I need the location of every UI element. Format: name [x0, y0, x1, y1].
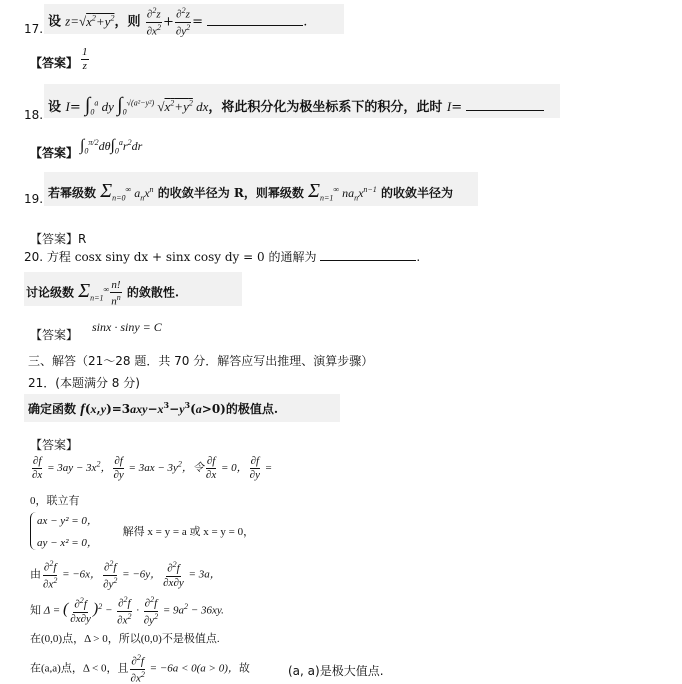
q18-answer-blank — [466, 110, 544, 111]
a19-value: R — [78, 232, 87, 246]
q17-number: 17. — [24, 22, 44, 36]
a19-label: 【答案】 — [30, 232, 79, 246]
section3-q21: 21．(本题满分 8 分) — [28, 376, 140, 390]
q21-task: 确定函数 $f(x,y)=3axy-x^3-y^3(a>0)$的极值点. — [28, 400, 279, 417]
a21-line7: 在(a,a)点，Δ < 0，且 $\frac{\partial^2f}{\partial x^2}$ = −6a < 0(a > 0)，故 — [30, 653, 250, 684]
a21-system-1: ax − y² = 0， — [37, 515, 98, 527]
q19-text3: 的收敛半径为 — [380, 186, 453, 200]
a20-label: 【答案】 — [30, 328, 79, 342]
a18-value: $\int_0^{\pi/2}d\theta\int_0^ar^2dr$ — [80, 137, 143, 156]
q20-line — [24, 248, 420, 265]
q17-then: ，则 — [114, 14, 141, 30]
series-question — [26, 280, 179, 308]
q17-answer-blank — [207, 25, 303, 26]
a21-line4: 由 $\frac{\partial^2f}{\partial x^2}$ = −6x， $\frac{\partial^2f}{\partial y^2}$ = −6y， $\frac{\partial^2f}{\partial x\partial y}$ = 3a， — [30, 559, 221, 591]
q18-number: 18. — [24, 108, 44, 122]
q20-answer-blank — [320, 260, 416, 261]
q19-series1: $\Sigma_{n=0}^\infty$ $a_nx^n$ — [100, 180, 154, 203]
q17-end: . — [303, 14, 308, 30]
q18-integral: $\int_0^a$ dy $\int_0^{√(a^2-y^2)}$ $√x^2+y^2$ dx — [84, 94, 209, 117]
q19-series2: $\Sigma_{n=1}^\infty$ $na_nx^{n-1}$ — [308, 180, 377, 203]
series-formula: $\Sigma_{n=1}^\infty$ $\frac{n!}{n^n}$ — [78, 279, 121, 308]
q20-end: . — [416, 250, 421, 264]
a21-solve: 解得 x = y = a 或 x = y = 0， — [122, 526, 255, 538]
a21-line2: 0，联立有 — [30, 495, 80, 507]
q17-frac-x: $\frac{\partial^2z}{\partial x^2}$ — [146, 6, 161, 38]
a21-system-2: ay − x² = 0， — [37, 537, 98, 549]
q19-text — [48, 181, 453, 202]
q19-text2: 的收敛半径为 R，则幂级数 — [157, 186, 304, 200]
a20-value: sinx · siny = C — [92, 320, 162, 334]
series-text2: 的敛散性. — [126, 285, 180, 300]
a21-line5: 知 Δ = ( $\frac{\partial^2f}{\partial x\partial y}$ )$^2$ − $\frac{\partial^2f}{\partial x^2}$ · $\frac{\partial^2f}{\partial y^2}$ = $9a^2 - 36xy$. — [30, 595, 224, 627]
q19-text1: 若幂级数 — [48, 186, 97, 200]
a21-line7-end: (a, a)是极大值点. — [288, 664, 384, 678]
a17-label: 【答案】 — [30, 56, 79, 70]
series-text1: 讨论级数 — [26, 285, 75, 300]
q18-text: 设 $I= \int_0^a$ dy $\int_0^{√(a^2-y^2)}$ $√x^2+y^2$ dx，将此积分化为极坐标系下的积分，此时 I= — [48, 95, 544, 117]
section3-title: 三、解答（21～28 题．共 70 分．解答应写出推理、演算步骤） — [28, 354, 374, 368]
q17-prefix: 设 — [48, 14, 62, 30]
a18-label: 【答案】 — [30, 146, 79, 160]
q20-number: 20. — [24, 250, 44, 264]
a17-value: $\frac{1}{z}$ — [82, 46, 88, 72]
a21-line1: $\frac{\partial f}{\partial x}$ = $3ay - 3x^2$， $\frac{\partial f}{\partial y}$ = $3ax - 3y^2$，令 $\frac{\partial f}{\partial x}$ = 0， $\frac{\partial f}{\partial y}$ = — [32, 455, 273, 481]
a21-system — [30, 512, 254, 550]
q17-text: 设 $z=√x^2+y^2$，则 $\frac{\partial^2z}{\partial x^2}$ + $\frac{\partial^2z}{\partial y^2}$ = . — [48, 6, 308, 38]
a19-line — [30, 230, 86, 247]
q17-z-def: $z=√x^2+y^2$ — [65, 13, 115, 29]
q19-number: 19. — [24, 192, 44, 206]
q17-frac-y: $\frac{\partial^2z}{\partial y^2}$ — [175, 6, 191, 38]
q20-text: 方程 cosx siny dx + sinx cosy dy = 0 的通解为 — [46, 250, 317, 264]
a21-label: 【答案】 — [30, 438, 79, 452]
a21-line6: 在(0,0)点，Δ > 0，所以(0,0)不是极值点. — [30, 633, 220, 645]
